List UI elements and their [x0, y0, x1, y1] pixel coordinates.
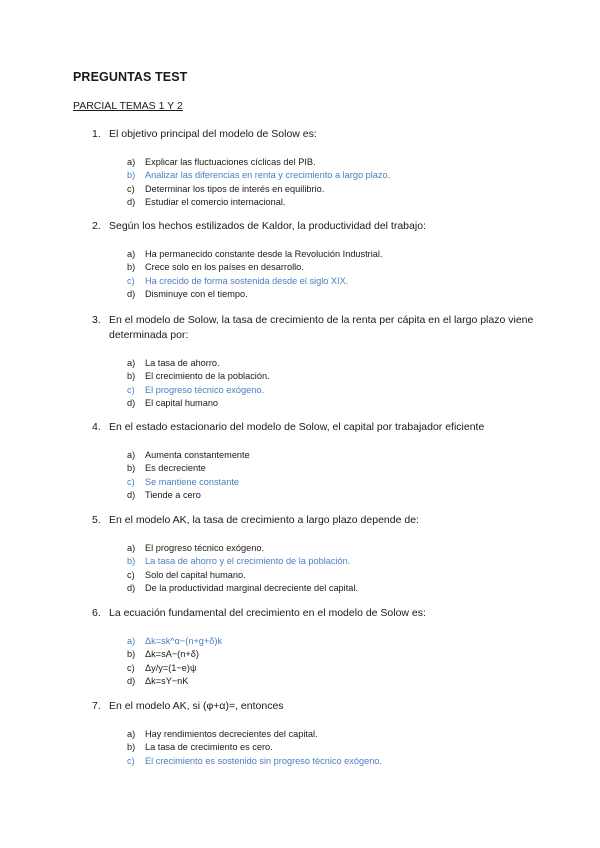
- option-text: La tasa de crecimiento es cero.: [145, 742, 273, 753]
- question-number: 1.: [92, 128, 101, 140]
- option-letter: a): [127, 358, 136, 368]
- option-letter: d): [127, 582, 136, 593]
- option: [127, 675, 542, 688]
- question-number: 6.: [92, 607, 101, 619]
- option: [127, 489, 542, 502]
- option-letter: b): [127, 371, 136, 382]
- question-header: [92, 313, 542, 343]
- question-header: [92, 606, 542, 621]
- option-text: Hay rendimientos decrecientes del capital.: [145, 729, 318, 739]
- question-header: [92, 513, 542, 528]
- option: [127, 662, 542, 675]
- option-text: Δk=sk^α−(n+g+δ)k: [145, 636, 223, 646]
- option-correct: [127, 384, 542, 397]
- option: [127, 397, 542, 410]
- option-text: El capital humano: [145, 397, 219, 408]
- options-list: [127, 449, 542, 502]
- option: [127, 542, 542, 555]
- option-letter: c): [127, 476, 135, 487]
- page-title: PREGUNTAS TEST: [73, 70, 188, 84]
- option-letter: c): [127, 569, 135, 580]
- option-text: El progreso técnico exógeno.: [145, 543, 265, 553]
- option-text: Δk=sY−nK: [145, 675, 189, 686]
- option-text: Analizar las diferencias en renta y crecimiento a largo plazo.: [145, 170, 391, 181]
- question-6: [92, 606, 542, 688]
- option-letter: b): [127, 170, 136, 181]
- question-4: [92, 420, 542, 502]
- option-letter: d): [127, 288, 136, 299]
- option-text: Solo del capital humano.: [145, 569, 246, 580]
- option-text: El crecimiento es sostenido sin progreso técnico exógeno.: [145, 755, 382, 766]
- option-text: Se mantiene constante: [145, 476, 239, 487]
- question-1: [92, 127, 542, 209]
- option-correct: [127, 755, 542, 768]
- options-list: [127, 357, 542, 410]
- question-number: 3.: [92, 314, 101, 326]
- option-letter: c): [127, 662, 135, 673]
- question-number: 4.: [92, 421, 101, 433]
- option: [127, 582, 542, 595]
- options-list: [127, 248, 542, 301]
- option-letter: c): [127, 183, 135, 194]
- question-number: 7.: [92, 700, 101, 712]
- question-header: [92, 219, 542, 234]
- option-text: Ha crecido de forma sostenida desde el siglo XIX.: [145, 275, 349, 286]
- option-letter: a): [127, 450, 136, 460]
- option-text: Explicar las fluctuaciones cíclicas del PIB.: [145, 157, 316, 167]
- option: [127, 569, 542, 582]
- option-letter: d): [127, 397, 136, 408]
- option-text: Tiende a cero: [145, 489, 201, 500]
- option-text: Disminuye con el tiempo.: [145, 288, 248, 299]
- option-text: De la productividad marginal decreciente del capital.: [145, 582, 358, 593]
- options-list: [127, 156, 542, 209]
- option-correct: [127, 476, 542, 489]
- option-letter: d): [127, 196, 136, 207]
- option-text: La tasa de ahorro y el crecimiento de la población.: [145, 556, 351, 567]
- option-letter: c): [127, 384, 135, 395]
- options-list: [127, 635, 542, 688]
- option-letter: d): [127, 489, 136, 500]
- option: [127, 156, 542, 169]
- option-text: Estudiar el comercio internacional.: [145, 196, 286, 207]
- option-text: Δy/y=(1−e)ψ: [145, 662, 197, 673]
- option: [127, 741, 542, 754]
- question-7: [92, 699, 542, 768]
- question-header: [92, 420, 542, 435]
- option-letter: b): [127, 262, 136, 273]
- question-text: La ecuación fundamental del crecimiento en el modelo de Solow es:: [109, 607, 426, 619]
- option-letter: b): [127, 649, 136, 660]
- option-text: Aumenta constantemente: [145, 450, 250, 460]
- option-text: Ha permanecido constante desde la Revolución Industrial.: [145, 249, 383, 259]
- option: [127, 248, 542, 261]
- question-text: En el modelo de Solow, la tasa de crecimiento de la renta per cápita en el largo plazo viene determinada por:: [109, 314, 534, 341]
- option: [127, 288, 542, 301]
- question-number: 2.: [92, 220, 101, 232]
- section-subtitle: PARCIAL TEMAS 1 Y 2: [73, 100, 183, 112]
- option-letter: a): [127, 729, 136, 739]
- option-text: Crece solo en los países en desarrollo.: [145, 262, 304, 273]
- option: [127, 261, 542, 274]
- option-letter: a): [127, 157, 136, 167]
- option-correct: [127, 169, 542, 182]
- question-text: En el modelo AK, la tasa de crecimiento a largo plazo depende de:: [109, 514, 419, 526]
- options-list: [127, 728, 542, 768]
- option-letter: b): [127, 556, 136, 567]
- question-3: [92, 313, 542, 410]
- question-5: [92, 513, 542, 595]
- option: [127, 728, 542, 741]
- option: [127, 449, 542, 462]
- option-correct: [127, 555, 542, 568]
- option: [127, 648, 542, 661]
- option-text: La tasa de ahorro.: [145, 358, 220, 368]
- option-text: El crecimiento de la población.: [145, 371, 270, 382]
- option-letter: c): [127, 275, 135, 286]
- options-list: [127, 542, 542, 595]
- option-letter: c): [127, 755, 135, 766]
- option-letter: b): [127, 463, 136, 474]
- question-header: [92, 127, 542, 142]
- option: [127, 462, 542, 475]
- option: [127, 357, 542, 370]
- option-letter: a): [127, 249, 136, 259]
- option-text: El progreso técnico exógeno.: [145, 384, 265, 395]
- question-header: [92, 699, 542, 714]
- question-text: El objetivo principal del modelo de Solow es:: [109, 128, 317, 140]
- question-text: En el modelo AK, si (φ+α)=, entonces: [109, 700, 284, 712]
- option-letter: b): [127, 742, 136, 753]
- option-letter: d): [127, 675, 136, 686]
- option-letter: a): [127, 636, 136, 646]
- option: [127, 196, 542, 209]
- question-text: Según los hechos estilizados de Kaldor, la productividad del trabajo:: [109, 220, 426, 232]
- option: [127, 370, 542, 383]
- option-text: Es decreciente: [145, 463, 206, 474]
- option-correct: [127, 275, 542, 288]
- option-text: Δk=sA−(n+δ): [145, 649, 199, 660]
- question-2: [92, 219, 542, 301]
- option-text: Determinar los tipos de interés en equilibrio.: [145, 183, 325, 194]
- question-number: 5.: [92, 514, 101, 526]
- option-letter: a): [127, 543, 136, 553]
- option-correct: [127, 635, 542, 648]
- option: [127, 183, 542, 196]
- question-text: En el estado estacionario del modelo de Solow, el capital por trabajador eficiente: [109, 421, 485, 433]
